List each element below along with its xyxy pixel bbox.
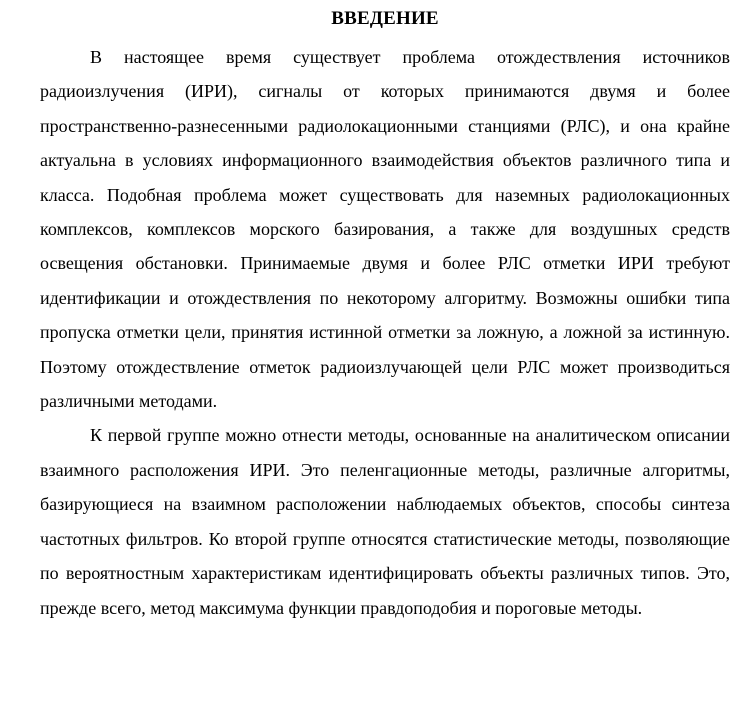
section-title: ВВЕДЕНИЕ xyxy=(331,8,439,29)
paragraph-2: К первой группе можно отнести методы, основанные на аналитическом описании взаимного расположения ИРИ. Это пеленгационные методы, различные алгоритмы, базирующиеся на взаимном расположении наблюдаемых объектов, способы синтеза частотных фильтров. Ко второй группе относятся статистические методы, позволяющие по вероятностным характеристикам идентифицировать объекты различных типов. Это, прежде всего, метод максимума функции правдоподобия и пороговые методы. xyxy=(40,425,730,618)
paragraph-1: В настоящее время существует проблема отождествления источников радиоизлучения (ИРИ), сигналы от которых принимаются двумя и более пространственно-разнесенными радиолокационными станциями (РЛС), и она крайне актуальна в условиях информационного взаимодействия объектов различного типа и класса. Подобная проблема может существовать для наземных радиолокационных комплексов, комплексов морского базирования, а также для воздушных средств освещения обстановки. Принимаемые двумя и более РЛС отметки ИРИ требуют идентификации и отождествления по некоторому алгоритму. Возможны ошибки типа пропуска отметки цели, принятия истинной отметки за ложную, а ложной за истинную. Поэтому отождествление отметок радиоизлучающей цели РЛС может производиться различными методами. xyxy=(40,47,730,412)
